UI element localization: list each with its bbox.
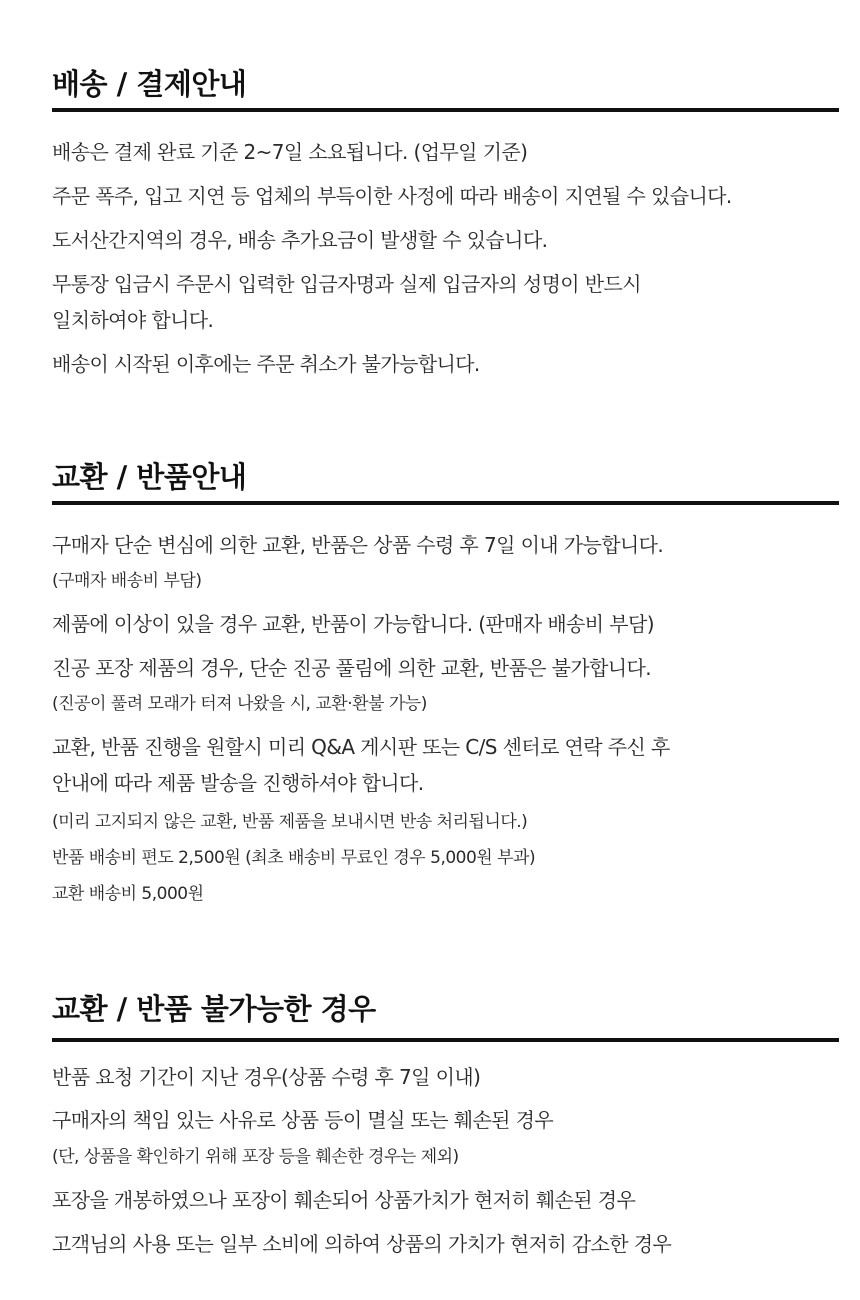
exchange-info-note: (미리 고지되지 않은 교환, 반품 제품을 보내시면 반송 처리됩니다.) xyxy=(52,812,528,832)
exchange-info-note: 교환 배송비 5,000원 xyxy=(52,884,204,904)
exchange-return-title: 교환 / 반품안내 xyxy=(52,460,247,494)
exchange-info-line: 교환, 반품 진행을 원할시 미리 Q&A 게시판 또는 C/S 센터로 연락 주신 후 xyxy=(52,735,670,759)
non-returnable-note: (단, 상품을 확인하기 위해 포장 등을 훼손한 경우는 제외) xyxy=(52,1147,459,1167)
non-returnable-divider xyxy=(52,1038,839,1042)
shipping-info-line: 무통장 입금시 주문시 입력한 입금자명과 실제 입금자의 성명이 반드시 xyxy=(52,272,641,296)
exchange-info-note: (구매자 배송비 부담) xyxy=(52,571,202,591)
non-returnable-line: 고객님의 사용 또는 일부 소비에 의하여 상품의 가치가 현저히 감소한 경우 xyxy=(52,1232,672,1256)
exchange-info-line: 진공 포장 제품의 경우, 단순 진공 풀림에 의한 교환, 반품은 불가합니다. xyxy=(52,656,652,680)
non-returnable-line: 포장을 개봉하였으나 포장이 훼손되어 상품가치가 현저히 훼손된 경우 xyxy=(52,1188,636,1212)
shipping-info-line: 배송은 결제 완료 기준 2~7일 소요됩니다. (업무일 기준) xyxy=(52,140,528,164)
shipping-info-line: 일치하여야 합니다. xyxy=(52,308,214,332)
non-returnable-line: 반품 요청 기간이 지난 경우(상품 수령 후 7일 이내) xyxy=(52,1065,481,1089)
shipping-payment-divider xyxy=(52,108,839,112)
exchange-info-note: 반품 배송비 편도 2,500원 (최초 배송비 무료인 경우 5,000원 부과) xyxy=(52,848,536,868)
non-returnable-line: 구매자의 책임 있는 사유로 상품 등이 멸실 또는 훼손된 경우 xyxy=(52,1108,554,1132)
exchange-return-divider xyxy=(52,501,839,505)
non-returnable-title: 교환 / 반품 불가능한 경우 xyxy=(52,992,376,1026)
shipping-info-line: 도서산간지역의 경우, 배송 추가요금이 발생할 수 있습니다. xyxy=(52,228,548,252)
exchange-info-line: 제품에 이상이 있을 경우 교환, 반품이 가능합니다. (판매자 배송비 부담) xyxy=(52,612,654,636)
exchange-info-line: 안내에 따라 제품 발송을 진행하셔야 합니다. xyxy=(52,771,424,795)
exchange-info-note: (진공이 풀려 모래가 터져 나왔을 시, 교환·환불 가능) xyxy=(52,694,427,714)
shipping-info-line: 주문 폭주, 입고 지연 등 업체의 부득이한 사정에 따라 배송이 지연될 수 있습니다. xyxy=(52,184,732,208)
exchange-info-line: 구매자 단순 변심에 의한 교환, 반품은 상품 수령 후 7일 이내 가능합니다. xyxy=(52,533,664,557)
shipping-info-line: 배송이 시작된 이후에는 주문 취소가 불가능합니다. xyxy=(52,352,480,376)
shipping-payment-title: 배송 / 결제안내 xyxy=(52,67,247,101)
